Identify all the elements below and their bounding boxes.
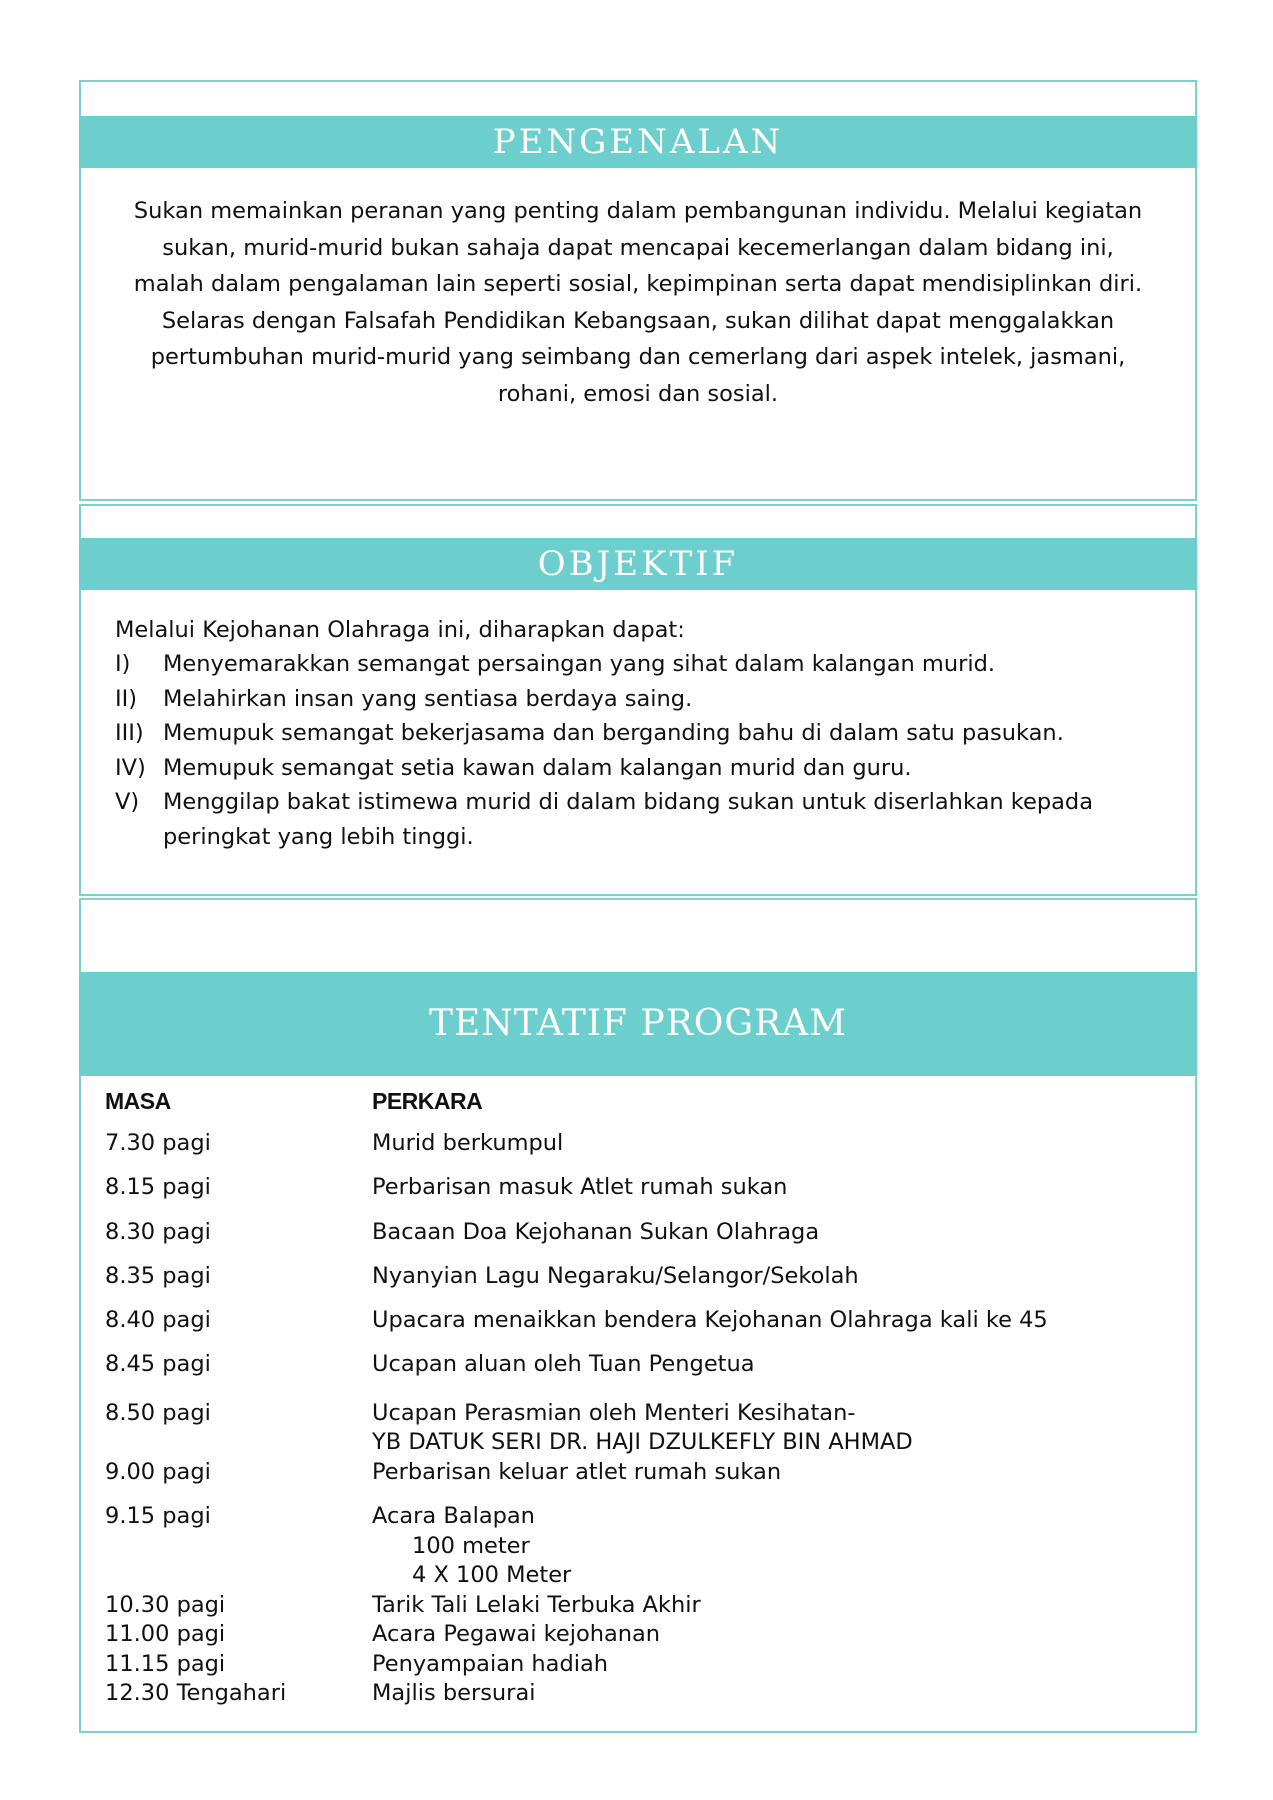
program-row [105,1302,1165,1346]
objective-text: Menyemarakkan semangat persaingan yang sihat dalam kalangan murid. [163,651,996,677]
program-time: 11.15 pagi [105,1650,226,1677]
objective-text: Menggilap bakat istimewa murid di dalam bidang sukan untuk diserlahkan kepada peringkat yang lebih tinggi. [163,789,1093,850]
objective-text: Memupuk semangat setia kawan dalam kalangan murid dan guru. [163,754,912,781]
program-subrow [105,1532,1165,1562]
program-row [105,1650,1165,1680]
program-row [105,1591,1165,1621]
activity-column-header: PERKARA [372,1088,483,1114]
program-activity: Acara Balapan [372,1503,535,1530]
program-subrow [105,1561,1165,1591]
program-sub-activity: 4 X 100 Meter [412,1562,572,1589]
objective-item [115,716,1115,751]
program-time: 8.45 pagi [105,1351,211,1378]
program-activity: Ucapan Perasmian oleh Menteri Kesihatan- [372,1399,856,1426]
program-row [105,1214,1165,1258]
program-time: 8.15 pagi [105,1174,211,1201]
objective-number: V) [115,789,140,816]
objective-number: IV) [115,754,146,781]
objective-number: II) [115,685,138,712]
program-time: 8.30 pagi [105,1218,211,1245]
program-time: 9.15 pagi [105,1503,211,1530]
program-header-row [105,1083,1165,1125]
program-row [105,1125,1165,1169]
program-time: 8.50 pagi [105,1399,211,1426]
program-time: 12.30 Tengahari [105,1680,287,1707]
program-time: 8.40 pagi [105,1307,211,1334]
program-activity: Tarik Tali Lelaki Terbuka Akhir [372,1591,701,1618]
program-table [105,1083,1165,1709]
program-heading: TENTATIF PROGRAM [79,972,1197,1076]
objective-item [115,682,1115,717]
time-column-header: MASA [105,1088,171,1114]
program-activity: Majlis bersurai [372,1680,536,1707]
program-row [105,1346,1165,1390]
program-activity: Acara Pegawai kejohanan [372,1621,661,1648]
objective-item [115,785,1115,854]
objective-item [115,647,1115,682]
objective-number: I) [115,651,131,677]
objective-number: III) [115,720,144,747]
program-row [105,1458,1165,1502]
program-time: 8.35 pagi [105,1262,211,1289]
intro-heading: PENGENALAN [79,116,1197,168]
program-row [105,1258,1165,1302]
objective-text: Memupuk semangat bekerjasama dan berganding bahu di dalam satu pasukan. [163,720,1064,747]
program-activity: Upacara menaikkan bendera Kejohanan Olahraga kali ke 45 [372,1307,1048,1334]
program-activity: Murid berkumpul [372,1130,564,1156]
intro-paragraph: Sukan memainkan peranan yang penting dalam pembangunan individu. Melalui kegiatan sukan, murid-murid bukan sahaja dapat mencapai kecemerlangan dalam bidang ini, malah dalam pengalaman lain seperti sosial, kepimpinan serta dapat mendisiplinkan diri. Selaras dengan Falsafah Pendidikan Kebangsaan, sukan dilihat dapat menggalakkan pertumbuhan murid-murid yang seimbang dan cemerlang dari aspek intelek, jasmani, rohani, emosi dan sosial. [133,198,1143,407]
program-row [105,1502,1165,1532]
program-time: 10.30 pagi [105,1591,226,1618]
program-sub-activity: 100 meter [412,1532,530,1559]
program-activity: Penyampaian hadiah [372,1650,609,1677]
objective-text: Melahirkan insan yang sentiasa berdaya saing. [163,685,693,712]
objective-item [115,751,1115,786]
program-activity: Ucapan aluan oleh Tuan Pengetua [372,1351,755,1378]
program-row [105,1679,1165,1709]
program-time: 9.00 pagi [105,1458,211,1485]
objective-lead: Melalui Kejohanan Olahraga ini, diharapkan dapat: [115,617,685,643]
program-time: 11.00 pagi [105,1621,226,1648]
program-activity: Perbarisan keluar atlet rumah sukan [372,1458,782,1485]
program-time: 7.30 pagi [105,1130,211,1156]
program-row-continuation [105,1428,1165,1458]
program-row [105,1620,1165,1650]
program-row [105,1391,1165,1429]
program-row [105,1169,1165,1213]
program-activity: Perbarisan masuk Atlet rumah sukan [372,1174,788,1201]
objective-heading: OBJEKTIF [79,538,1197,590]
program-activity: Bacaan Doa Kejohanan Sukan Olahraga [372,1218,820,1245]
objective-list [115,647,1115,855]
program-activity: Nyanyian Lagu Negaraku/Selangor/Sekolah [372,1262,859,1289]
program-activity: YB DATUK SERI DR. HAJI DZULKEFLY BIN AHMAD [372,1429,913,1456]
